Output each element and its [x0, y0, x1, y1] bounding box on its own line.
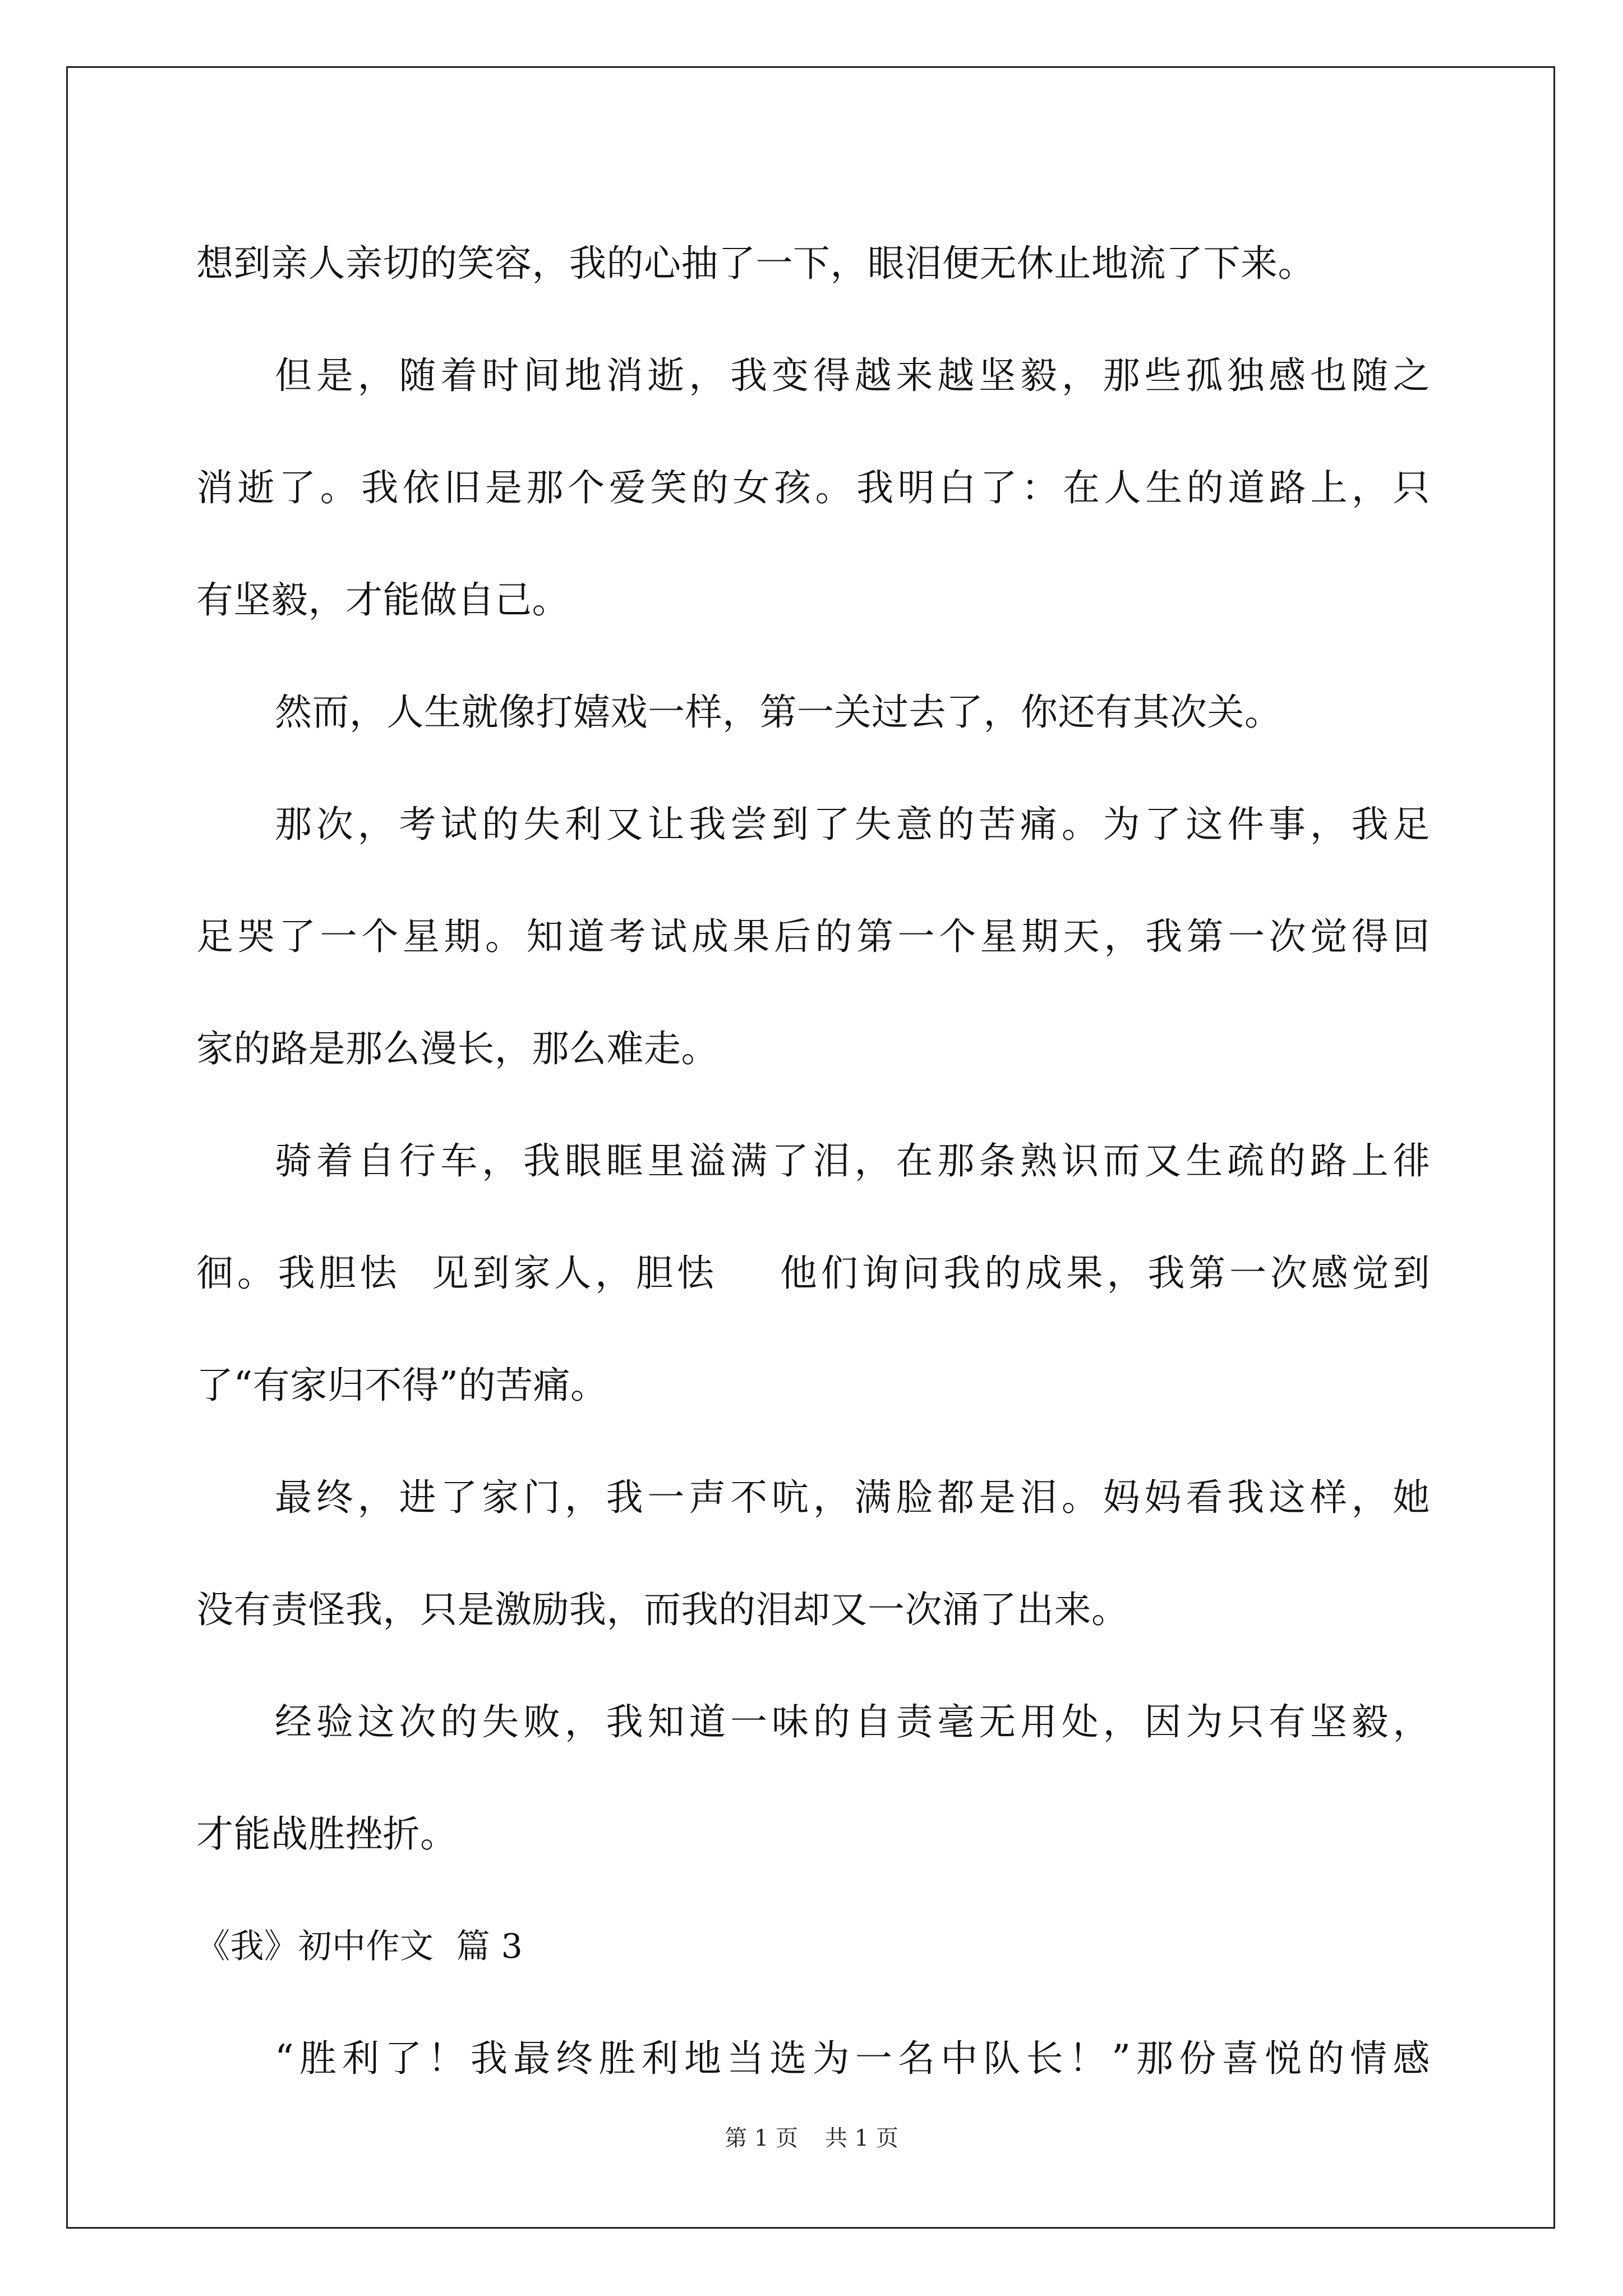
text-line-12: 最终，进了家门，我一声不吭，满脸都是泪。妈妈看我这样，她	[275, 1476, 1430, 1519]
text-line-5: 然而，人生就像打嬉戏一样，第一关过去了，你还有其次关。	[275, 691, 1282, 734]
page-total: 共 1 页	[825, 2125, 898, 2151]
section-heading-title: 《我》初中作文	[196, 1927, 434, 1966]
text-line-8: 家的路是那么漫长，那么难走。	[196, 1027, 718, 1070]
page-number: 第 1 页	[725, 2125, 798, 2151]
document-body	[196, 208, 1430, 2115]
text-line-3: 消逝了。我依旧是那个爱笑的女孩。我明白了：在人生的道路上，只	[196, 466, 1430, 509]
text-line-9: 骑着自行车，我眼眶里溢满了泪，在那条熟识而又生疏的路上徘	[275, 1139, 1430, 1182]
section-heading	[196, 1890, 1430, 2003]
text-line-7: 足哭了一个星期。知道考试成果后的第一个星期天，我第一次觉得回	[196, 915, 1430, 958]
text-line-final: “胜利了！我最终胜利地当选为一名中队长！”那份喜悦的情感	[275, 2037, 1430, 2080]
text-line-14: 经验这次的失败，我知道一味的自责毫无用处，因为只有坚毅，	[275, 1700, 1430, 1743]
text-line-10: 徊。我胆怯 见到家人，胆怯 他们询问我的成果，我第一次感觉到	[196, 1251, 1430, 1295]
text-line-2: 但是，随着时间地消逝，我变得越来越坚毅，那些孤独感也随之	[275, 354, 1430, 397]
text-line-4: 有坚毅，才能做自己。	[196, 578, 569, 622]
text-line-13: 没有责怪我，只是激励我，而我的泪却又一次涌了出来。	[196, 1588, 1129, 1631]
text-line-6: 那次，考试的失利又让我尝到了失意的苦痛。为了这件事，我足	[275, 803, 1430, 846]
section-heading-label: 篇 3	[456, 1927, 523, 1966]
text-line-15: 才能战胜挫折。	[196, 1812, 458, 1856]
text-line-1: 想到亲人亲切的笑容，我的心抽了一下，眼泪便无休止地流了下来。	[196, 242, 1315, 285]
page-footer	[0, 2120, 1623, 2152]
text-line-11: 了“有家归不得”的苦痛。	[196, 1364, 608, 1407]
